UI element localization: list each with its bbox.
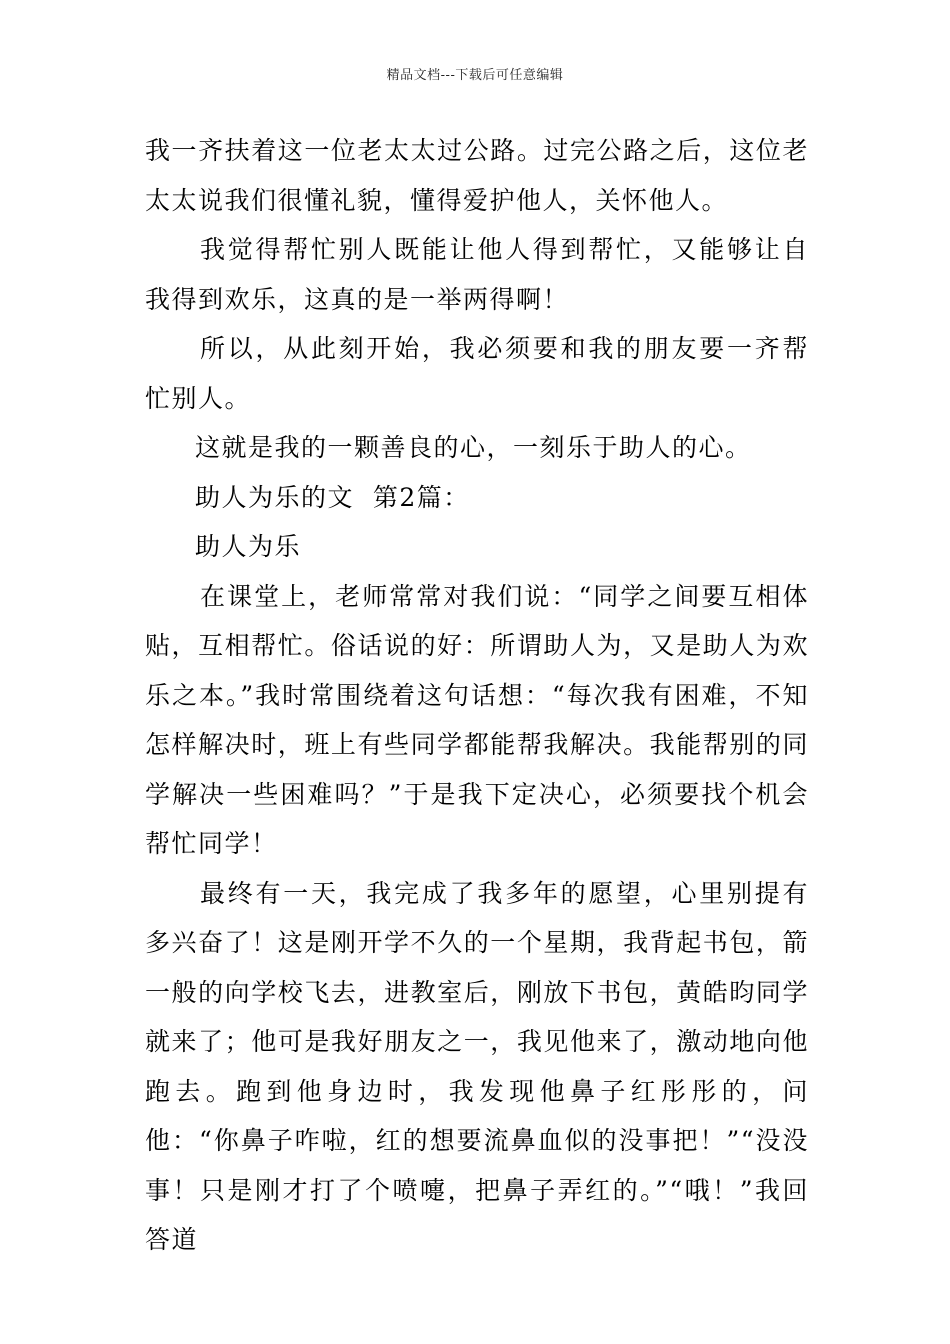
paragraph: 在课堂上，老师常常对我们说：“同学之间要互相体贴，互相帮忙。俗话说的好：所谓助人为，又是助人为欢乐之本。”我时常围绕着这句话想：“每次我有困难，不知怎样解决时，班上有些同学都能帮我解决。我能帮别的同学解决一些困难吗？”于是我下定决心，必须要找个机会帮忙同学！	[145, 581, 809, 858]
paragraph: 这就是我的一颗善良的心，一刻乐于助人的心。	[195, 433, 752, 462]
section-heading: 助人为乐的文 第2篇：	[195, 482, 470, 512]
paragraph: 最终有一天，我完成了我多年的愿望，心里别提有多兴奋了！这是刚开学不久的一个星期，我背起书包，箭一般的向学校飞去，进教室后，刚放下书包，黄皓昀同学就来了；他可是我好朋友之一，我见他来了，激动地向他跑去。跑到他身边时，我发现他鼻子红彤彤的，问他：“你鼻子咋啦，红的想要流鼻血似的没事把！”“没没事！只是刚才打了个喷嚏，把鼻子弄红的。”“哦！”我回答道	[145, 878, 809, 1254]
article-title: 助人为乐	[195, 532, 302, 561]
page-header: 精品文档---下载后可任意编辑	[386, 68, 564, 83]
paragraph: 我觉得帮忙别人既能让他人得到帮忙，又能够让自我得到欢乐，这真的是一举两得啊！	[145, 235, 809, 314]
paragraph: 所以，从此刻开始，我必须要和我的朋友要一齐帮忙别人。	[145, 334, 809, 413]
document-body	[145, 126, 809, 1265]
paragraph-continuation: 我一齐扶着这一位老太太过公路。过完公路之后，这位老太太说我们很懂礼貌，懂得爱护他人，关怀他人。	[145, 136, 809, 215]
